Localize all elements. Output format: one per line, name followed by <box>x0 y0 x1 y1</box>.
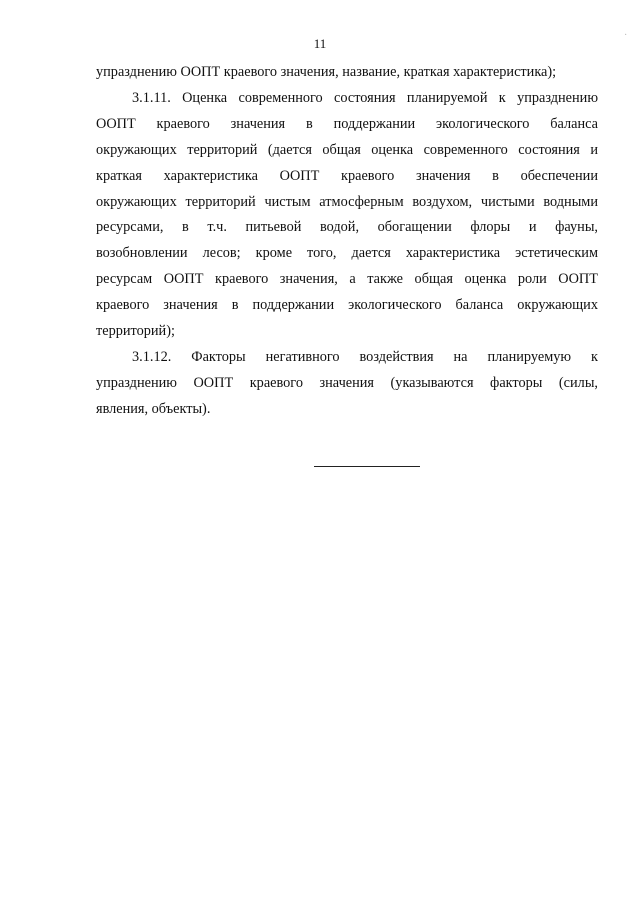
text-line: территорий); <box>96 323 175 340</box>
text-line: ресурсам ООПТ краевого значения, а также общая оценка роли ООПТ <box>96 271 598 288</box>
text-line: ООПТ краевого значения в поддержании экологического баланса <box>96 115 598 132</box>
text-line: возобновлении лесов; кроме того, дается характеристика эстетическим <box>96 245 598 262</box>
text-line: 3.1.12. Факторы негативного воздействия на планируемую к <box>132 349 598 365</box>
paragraph-3-1-11 <box>96 86 598 345</box>
page-number: 11 <box>313 36 327 51</box>
text-line: 3.1.11. Оценка современного состояния планируемой к упразднению <box>132 90 598 106</box>
text-line: ресурсами, в т.ч. питьевой водой, обогащении флоры и фауны, <box>96 219 598 236</box>
paragraph-continuation <box>96 60 598 86</box>
text-line: упразднению ООПТ краевого значения, название, краткая характеристика); <box>96 64 557 80</box>
text-line: окружающих территорий чистым атмосферным воздухом, чистыми водными <box>96 193 598 210</box>
text-line: краевого значения в поддержании экологического баланса окружающих <box>96 297 598 314</box>
text-line: краткая характеристика ООПТ краевого значения в обеспечении <box>96 167 598 184</box>
text-line: упразднению ООПТ краевого значения (указываются факторы (силы, <box>96 374 598 391</box>
paragraph-3-1-12 <box>96 345 598 423</box>
text-line: явления, объекты). <box>96 400 211 417</box>
end-separator-line <box>314 466 420 467</box>
scan-mark: · <box>624 30 628 41</box>
text-line: окружающих территорий (дается общая оценка современного состояния и <box>96 141 598 158</box>
